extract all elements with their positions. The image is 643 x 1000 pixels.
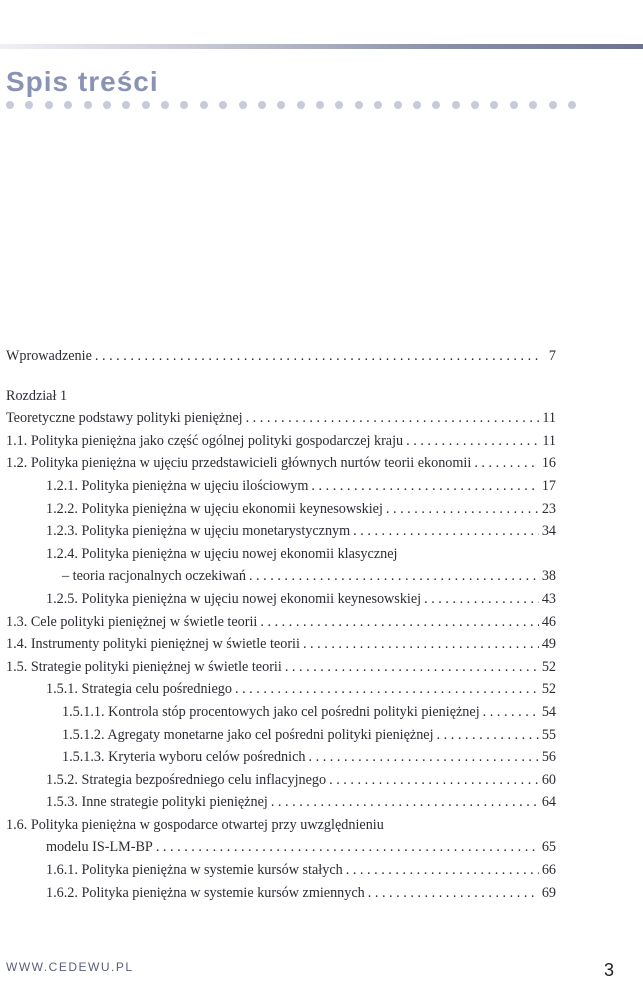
toc-entry-title: – teoria racjonalnych oczekiwań <box>62 568 246 585</box>
dot-leader <box>249 565 539 588</box>
toc-entry-page: 49 <box>541 636 556 653</box>
page-title: Spis treści <box>6 66 159 97</box>
toc-entry-page: 38 <box>541 568 556 585</box>
toc-entry <box>6 791 556 814</box>
divider-dot <box>413 101 421 109</box>
toc-entry-page: 43 <box>541 590 556 607</box>
dot-leader <box>329 769 539 792</box>
publisher-url: WWW.CEDEWU.PL <box>6 960 134 974</box>
divider-dot <box>239 101 247 109</box>
divider-dot <box>64 101 72 109</box>
toc-entry <box>6 701 556 724</box>
divider-dot <box>316 101 324 109</box>
dot-leader <box>260 611 538 634</box>
toc-entry <box>6 475 556 498</box>
toc-entry-title: 1.6. Polityka pieniężna w gospodarce otwartej przy uwzględnieniu <box>6 816 384 833</box>
toc-entry-title: 1.4. Instrumenty polityki pieniężnej w świetle teorii <box>6 636 300 653</box>
toc-entry-page: 46 <box>541 613 556 630</box>
divider-dot <box>103 101 111 109</box>
toc-entry-page: 34 <box>541 523 556 540</box>
dot-leader <box>353 520 539 543</box>
divider-dot <box>25 101 33 109</box>
toc-entry <box>6 498 556 521</box>
divider-dot <box>6 101 14 109</box>
toc-entry-page: 60 <box>541 771 556 788</box>
divider-dot <box>200 101 208 109</box>
toc-entry-page: 55 <box>541 726 556 743</box>
divider-dot <box>161 101 169 109</box>
divider-dot <box>374 101 382 109</box>
toc-entry <box>6 656 556 679</box>
dot-leader <box>156 836 539 859</box>
divider-dot <box>122 101 130 109</box>
toc-entry-page: 17 <box>541 477 556 494</box>
divider-dot <box>549 101 557 109</box>
divider-dot <box>529 101 537 109</box>
toc-entry-page: 52 <box>541 658 556 675</box>
toc-entry <box>6 588 556 611</box>
divider-dot <box>394 101 402 109</box>
toc-entry-page: 11 <box>542 432 556 449</box>
toc-entry-title: 1.2. Polityka pieniężna w ujęciu przedstawicieli głównych nurtów teorii ekonomii <box>6 455 472 472</box>
toc-entry <box>6 430 556 453</box>
toc-entry <box>6 565 556 588</box>
dot-leader <box>309 746 539 769</box>
toc-entry-title: 1.5.1.3. Kryteria wyboru celów pośrednich <box>62 749 306 766</box>
toc-entry-page: 23 <box>541 500 556 517</box>
toc-entry-title: 1.2.2. Polityka pieniężna w ujęciu ekonomii keynesowskiej <box>46 500 383 517</box>
dot-leader <box>303 633 539 656</box>
divider-dot <box>510 101 518 109</box>
toc-entry-title: 1.3. Cele polityki pieniężnej w świetle teorii <box>6 613 258 630</box>
dot-leader <box>246 407 539 430</box>
dot-leader <box>437 724 539 747</box>
divider-dot <box>219 101 227 109</box>
toc-entry <box>6 611 556 634</box>
divider-dot <box>355 101 363 109</box>
top-rule <box>0 44 643 49</box>
toc-entry-title: 1.2.3. Polityka pieniężna w ujęciu monetarystycznym <box>46 523 351 540</box>
title-dot-divider <box>6 100 576 110</box>
toc-entry-title: 1.6.2. Polityka pieniężna w systemie kursów zmiennych <box>46 884 365 901</box>
toc-entry <box>6 520 556 543</box>
toc-entry-title: 1.5.1. Strategia celu pośredniego <box>46 681 232 698</box>
dot-leader <box>368 882 539 905</box>
toc-entry <box>6 452 556 475</box>
toc-entry-title: 1.5.1.1. Kontrola stóp procentowych jako cel pośredni polityki pieniężnej <box>62 703 480 720</box>
toc-entry <box>6 746 556 769</box>
toc-entry <box>6 882 556 905</box>
divider-dot <box>568 101 576 109</box>
toc-entry-page: 7 <box>548 348 556 364</box>
toc-entry-page: 54 <box>541 703 556 720</box>
divider-dot <box>432 101 440 109</box>
toc-entry-title: Wprowadzenie <box>6 348 92 364</box>
toc-entry-page: 11 <box>542 410 556 427</box>
dot-leader <box>271 791 539 814</box>
table-of-contents <box>6 345 556 904</box>
toc-entry-title: 1.2.5. Polityka pieniężna w ujęciu nowej ekonomii keynesowskiej <box>46 590 422 607</box>
toc-entry-page: 64 <box>541 794 556 811</box>
dot-leader <box>346 859 539 882</box>
toc-entry <box>6 633 556 656</box>
divider-dot <box>297 101 305 109</box>
dot-leader <box>285 656 539 679</box>
divider-dot <box>490 101 498 109</box>
toc-entry <box>6 678 556 701</box>
toc-entry <box>6 407 556 430</box>
divider-dot <box>142 101 150 109</box>
toc-entry <box>6 345 556 368</box>
toc-entry-title: 1.2.1. Polityka pieniężna w ujęciu ilościowym <box>46 477 309 494</box>
dot-leader <box>386 498 539 521</box>
dot-leader <box>424 588 539 611</box>
toc-entry-title: 1.2.4. Polityka pieniężna w ujęciu nowej ekonomii klasycznej <box>46 545 398 562</box>
toc-entry-page: 69 <box>541 884 556 901</box>
toc-entry-page: 56 <box>541 749 556 766</box>
divider-dot <box>335 101 343 109</box>
page-number: 3 <box>604 960 615 980</box>
toc-entry <box>6 769 556 792</box>
divider-dot <box>258 101 266 109</box>
toc-entry-title: 1.5.2. Strategia bezpośredniego celu inflacyjnego <box>46 771 327 788</box>
toc-entry-page: 65 <box>541 839 556 856</box>
divider-dot <box>452 101 460 109</box>
section-gap <box>6 368 556 385</box>
toc-entry-page: 52 <box>541 681 556 698</box>
divider-dot <box>84 101 92 109</box>
toc-entry-page: 16 <box>541 455 556 472</box>
toc-entry-page: 66 <box>541 862 556 879</box>
divider-dot <box>180 101 188 109</box>
divider-dot <box>45 101 53 109</box>
divider-dot <box>471 101 479 109</box>
dot-leader <box>474 452 538 475</box>
toc-entry <box>6 385 556 408</box>
toc-entry <box>6 543 556 566</box>
toc-entry <box>6 836 556 859</box>
toc-entry <box>6 859 556 882</box>
toc-entry-title: 1.5.3. Inne strategie polityki pieniężnej <box>46 794 268 811</box>
toc-entry-title: 1.5. Strategie polityki pieniężnej w świetle teorii <box>6 658 282 675</box>
toc-entry-title: Rozdział 1 <box>6 387 68 404</box>
dot-leader <box>235 678 539 701</box>
toc-entry-title: 1.6.1. Polityka pieniężna w systemie kursów stałych <box>46 862 343 879</box>
divider-dot <box>277 101 285 109</box>
dot-leader <box>406 430 539 453</box>
toc-entry-title: modelu IS-LM-BP <box>46 839 153 856</box>
dot-leader <box>483 701 539 724</box>
toc-entry <box>6 724 556 747</box>
dot-leader <box>311 475 538 498</box>
toc-entry-title: Teoretyczne podstawy polityki pieniężnej <box>6 410 243 427</box>
toc-entry <box>6 814 556 837</box>
toc-entry-title: 1.5.1.2. Agregaty monetarne jako cel pośredni polityki pieniężnej <box>62 726 434 743</box>
toc-entry-title: 1.1. Polityka pieniężna jako część ogólnej polityki gospodarczej kraju <box>6 432 404 449</box>
dot-leader <box>95 345 539 368</box>
